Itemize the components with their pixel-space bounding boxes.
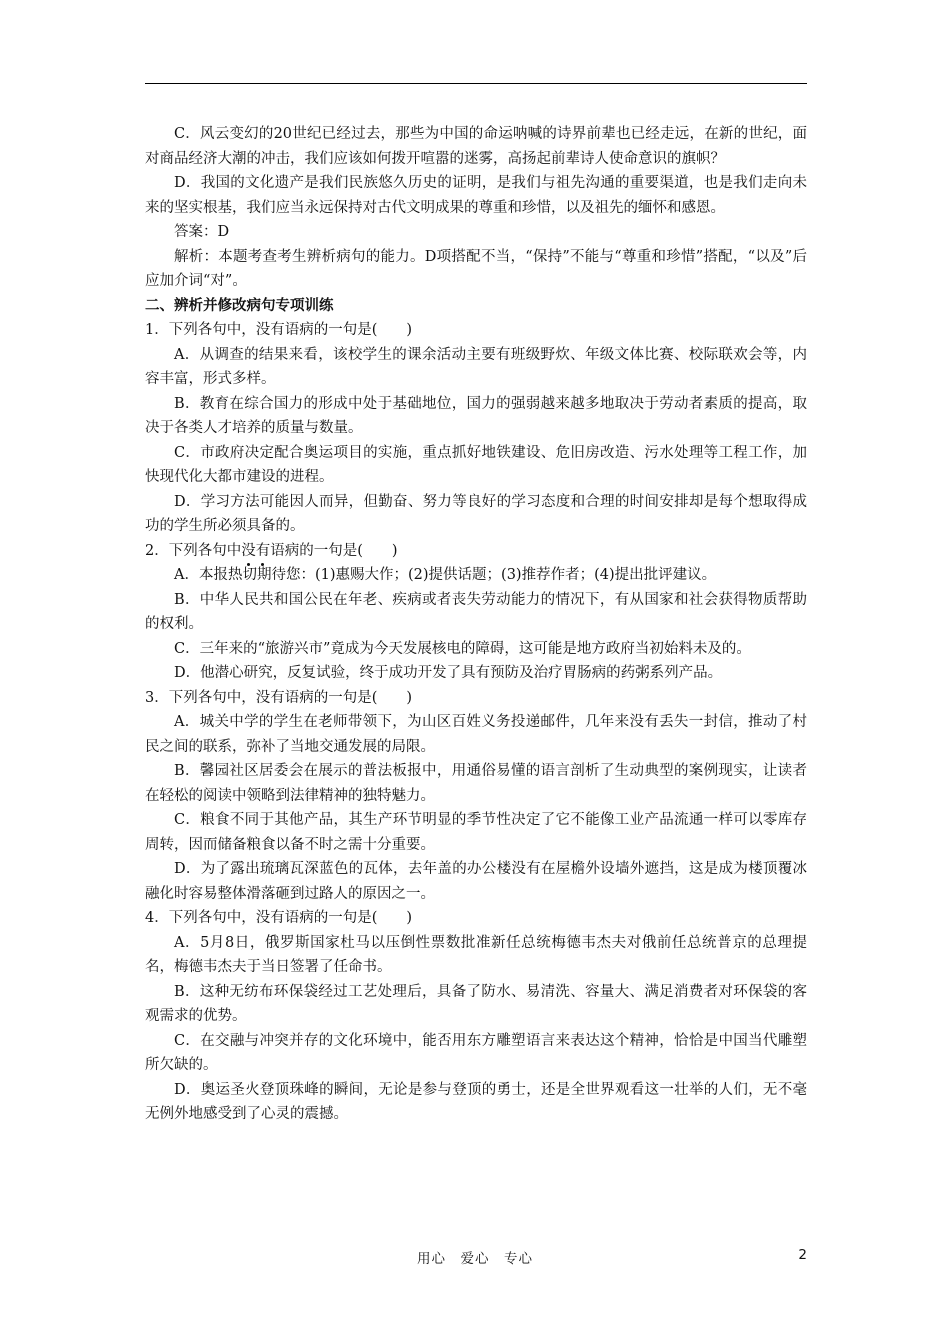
header-rule [145, 83, 807, 84]
question-option: A．本报热切期待您：(1)惠赐大作；(2)提供话题；(3)推荐作者；(4)提出批评建议。 [174, 567, 717, 583]
footer-motto: 用心 爱心 专心 [417, 1251, 533, 1267]
page-footer [0, 1247, 950, 1271]
question-option: B．中华人民共和国公民在年老、疾病或者丧失劳动能力的情况下，有从国家和社会获得物质帮助的权利。 [145, 591, 807, 632]
question-option: A．城关中学的学生在老师带领下，为山区百姓义务投递邮件，几年来没有丢失一封信，推动了村民之间的联系，弥补了当地交通发展的局限。 [145, 714, 807, 755]
question-stem: 4．下列各句中，没有语病的一句是( ) [145, 910, 413, 926]
question-option: D．奥运圣火登顶珠峰的瞬间，无论是参与登顶的勇士，还是全世界观看这一壮举的人们，无不毫无例外地感受到了心灵的震撼。 [145, 1081, 807, 1122]
question-stem: 1．下列各句中，没有语病的一句是( ) [145, 322, 413, 338]
answer-line: 答案：D [174, 224, 230, 240]
question-stem: 3．下列各句中，没有语病的一句是( ) [145, 689, 413, 706]
question-option: C．在交融与冲突并存的文化环境中，能否用东方雕塑语言来表达这个精神，恰恰是中国当代雕塑所欠缺的。 [145, 1032, 807, 1073]
question-option: C．市政府决定配合奥运项目的实施，重点抓好地铁建设、危旧房改造、污水处理等工程工作，加快现代化大都市建设的进程。 [145, 444, 807, 485]
page-number: 2 [798, 1247, 807, 1263]
question-option: B．教育在综合国力的形成中处于基础地位，国力的强弱越来越多地取决于劳动者素质的提高，取决于各类人才培养的质量与数量。 [145, 395, 807, 436]
page-body [145, 122, 807, 1127]
question-stem [145, 539, 807, 564]
question-option: A．5月8日，俄罗斯国家杜马以压倒性票数批准新任总统梅德韦杰夫对俄前任总统普京的总理提名，梅德韦杰夫于当日签署了任命书。 [145, 934, 807, 975]
question-option: D．他潜心研究，反复试验，终于成功开发了具有预防及治疗胃肠病的药粥系列产品。 [174, 665, 723, 681]
question-option: A．从调查的结果来看，该校学生的课余活动主要有班级野炊、年级文体比赛、校际联欢会等，内容丰富，形式多样。 [145, 346, 807, 387]
analysis-paragraph: 解析：本题考查考生辨析病句的能力。D项搭配不当，“保持”不能与“尊重和珍惜”搭配，“以及”后应加介词“对”。 [145, 248, 807, 289]
question-option: B．这种无纺布环保袋经过工艺处理后，具备了防水、易清洗、容量大、满足消费者对环保袋的客观需求的优势。 [145, 983, 807, 1024]
stem-text: 语病的一句是( ) [270, 542, 398, 559]
question-option: C．粮食不同于其他产品，其生产环节明显的季节性决定了它不能像工业产品流通一样可以零库存周转，因而储备粮食以备不时之需十分重要。 [145, 812, 807, 853]
question-option: B．馨园社区居委会在展示的普法板报中，用通俗易懂的语言剖析了生动典型的案例现实，让读者在轻松的阅读中领略到法律精神的独特魅力。 [145, 763, 807, 804]
emphasis-mark-char: 有 [256, 539, 271, 564]
paragraph: C．风云变幻的20世纪已经过去，那些为中国的命运呐喊的诗界前辈也已经走远，在新的世纪，面对商品经济大潮的冲击，我们应该如何拨开喧嚣的迷雾，高扬起前辈诗人使命意识的旗帜？ [145, 126, 807, 167]
question-option: C．三年来的“旅游兴市”竟成为今天发展核电的障碍，这可能是地方政府当初始料未及的。 [174, 640, 751, 657]
question-option: D．学习方法可能因人而异，但勤奋、努力等良好的学习态度和合理的时间安排却是每个想取得成功的学生所必须具备的。 [145, 493, 807, 534]
paragraph: D．我国的文化遗产是我们民族悠久历史的证明，是我们与祖先沟通的重要渠道，也是我们走向未来的坚实根基，我们应当永远保持对古代文明成果的尊重和珍惜，以及祖先的缅怀和感恩。 [145, 175, 807, 216]
stem-text: 2．下列各句中 [145, 542, 242, 559]
section-heading: 二、辨析并修改病句专项训练 [145, 296, 334, 314]
emphasis-mark-char: 没 [241, 539, 256, 564]
question-option: D．为了露出琉璃瓦深蓝色的瓦体，去年盖的办公楼没有在屋檐外设墙外遮挡，这是成为楼顶覆冰融化时容易整体滑落砸到过路人的原因之一。 [145, 861, 807, 902]
